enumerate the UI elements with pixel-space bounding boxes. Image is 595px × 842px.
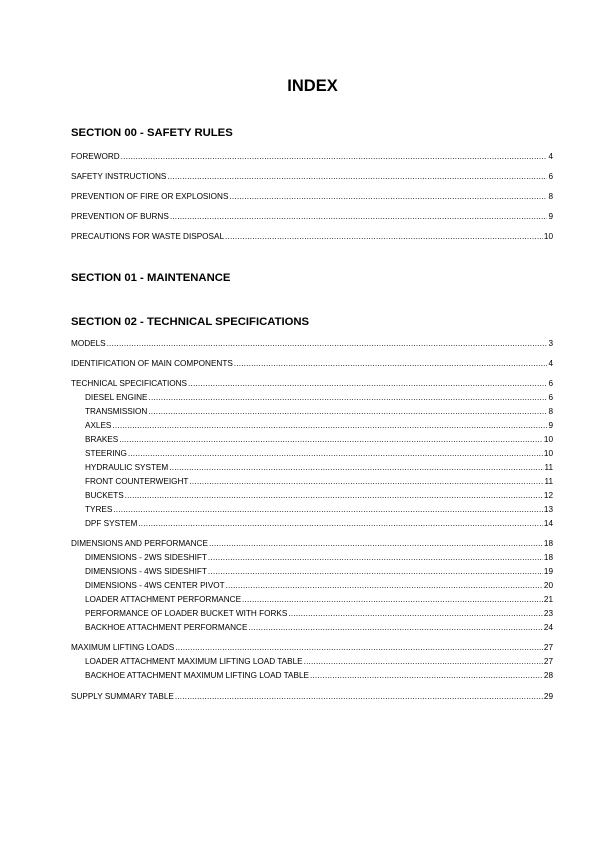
- toc-entry-page: 4: [548, 152, 553, 161]
- toc-entry-page: 10: [543, 232, 553, 241]
- toc-entry-label: HYDRAULIC SYSTEM: [85, 463, 169, 472]
- toc-entry-label: FRONT COUNTERWEIGHT: [85, 477, 189, 486]
- toc-entry-label: DIMENSIONS - 2WS SIDESHIFT: [85, 553, 207, 562]
- toc-entry-label: SAFETY INSTRUCTIONS: [71, 172, 167, 181]
- dot-leader: [189, 476, 543, 487]
- dot-leader: [229, 191, 547, 202]
- toc-entry-page: 24: [543, 623, 553, 632]
- dot-leader: [248, 622, 542, 633]
- toc-entry-label: FOREWORD: [71, 152, 120, 161]
- toc-entry[interactable]: [71, 211, 553, 222]
- toc-entry-page: 4: [548, 359, 553, 368]
- dot-leader: [304, 656, 543, 667]
- dot-leader: [234, 358, 548, 369]
- dot-leader: [226, 580, 543, 591]
- toc-entry-label: LOADER ATTACHMENT MAXIMUM LIFTING LOAD TABLE: [85, 657, 303, 666]
- section-heading-maintenance: SECTION 01 - MAINTENANCE: [71, 272, 231, 284]
- toc-entry-label: SUPPLY SUMMARY TABLE: [71, 692, 174, 701]
- toc-subentry[interactable]: [85, 670, 553, 681]
- dot-leader: [175, 691, 543, 702]
- dot-leader: [121, 151, 548, 162]
- dot-leader: [288, 608, 543, 619]
- toc-subentry[interactable]: [85, 622, 553, 633]
- toc-entry-label: PRECAUTIONS FOR WASTE DISPOSAL: [71, 232, 225, 241]
- toc-entry-page: 11: [544, 477, 553, 486]
- dot-leader: [138, 518, 543, 529]
- toc-subentry[interactable]: [85, 608, 553, 619]
- toc-entry-label: BACKHOE ATTACHMENT PERFORMANCE: [85, 623, 248, 632]
- toc-subentry[interactable]: [85, 518, 553, 529]
- toc-entry-page: 21: [543, 595, 553, 604]
- dot-leader: [167, 171, 547, 182]
- toc-entry-label: DPF SYSTEM: [85, 519, 138, 528]
- toc-entry[interactable]: [71, 538, 553, 549]
- toc-entry-page: 18: [543, 539, 553, 548]
- toc-subentry[interactable]: [85, 462, 553, 473]
- toc-entry-page: 10: [543, 449, 553, 458]
- dot-leader: [148, 406, 547, 417]
- toc-entry-label: AXLES: [85, 421, 112, 430]
- toc-entry-label: IDENTIFICATION OF MAIN COMPONENTS: [71, 359, 233, 368]
- toc-subentry[interactable]: [85, 580, 553, 591]
- toc-entry-label: PREVENTION OF BURNS: [71, 212, 169, 221]
- toc-entry[interactable]: [71, 338, 553, 349]
- toc-entry-page: 18: [543, 553, 553, 562]
- toc-subentry[interactable]: [85, 656, 553, 667]
- section-heading-technical-specifications: SECTION 02 - TECHNICAL SPECIFICATIONS: [71, 316, 310, 328]
- toc-entry-page: 23: [543, 609, 553, 618]
- dot-leader: [169, 462, 543, 473]
- toc-subentry[interactable]: [85, 594, 553, 605]
- dot-leader: [242, 594, 543, 605]
- toc-entry-page: 8: [548, 407, 553, 416]
- toc-entry[interactable]: [71, 642, 553, 653]
- dot-leader: [119, 434, 543, 445]
- index-title: INDEX: [287, 77, 338, 95]
- toc-entry[interactable]: [71, 191, 553, 202]
- dot-leader: [175, 642, 543, 653]
- toc-subentry[interactable]: [85, 434, 553, 445]
- dot-leader: [208, 552, 543, 563]
- toc-entry-page: 6: [548, 379, 553, 388]
- toc-entry[interactable]: [71, 151, 553, 162]
- toc-entry[interactable]: [71, 358, 553, 369]
- dot-leader: [225, 231, 543, 242]
- toc-entry-page: 9: [548, 212, 553, 221]
- toc-entry-label: MODELS: [71, 339, 106, 348]
- toc-subentry[interactable]: [85, 490, 553, 501]
- toc-subentry[interactable]: [85, 448, 553, 459]
- toc-entry-label: TYRES: [85, 505, 113, 514]
- toc-entry-label: LOADER ATTACHMENT PERFORMANCE: [85, 595, 242, 604]
- toc-entry-page: 27: [543, 643, 553, 652]
- toc-subentry[interactable]: [85, 420, 553, 431]
- toc-entry-label: PERFORMANCE OF LOADER BUCKET WITH FORKS: [85, 609, 288, 618]
- toc-entry[interactable]: [71, 378, 553, 389]
- dot-leader: [209, 538, 543, 549]
- dot-leader: [170, 211, 548, 222]
- toc-entry-page: 8: [548, 192, 553, 201]
- toc-entry-label: TRANSMISSION: [85, 407, 148, 416]
- dot-leader: [125, 490, 543, 501]
- dot-leader: [107, 338, 548, 349]
- toc-entry-page: 28: [543, 671, 553, 680]
- toc-entry-label: STEERING: [85, 449, 127, 458]
- toc-entry-label: DIMENSIONS - 4WS CENTER PIVOT: [85, 581, 225, 590]
- toc-entry-label: DIMENSIONS - 4WS SIDESHIFT: [85, 567, 207, 576]
- toc-subentry[interactable]: [85, 552, 553, 563]
- toc-entry-page: 13: [543, 505, 553, 514]
- toc-subentry[interactable]: [85, 566, 553, 577]
- toc-entry-page: 29: [543, 692, 553, 701]
- dot-leader: [208, 566, 543, 577]
- toc-entry-label: DIMENSIONS AND PERFORMANCE: [71, 539, 208, 548]
- toc-entry[interactable]: [71, 171, 553, 182]
- toc-entry[interactable]: [71, 231, 553, 242]
- toc-entry-page: 11: [544, 463, 553, 472]
- toc-entry-label: BUCKETS: [85, 491, 124, 500]
- toc-entry-page: 6: [548, 393, 553, 402]
- toc-entry-page: 12: [543, 491, 553, 500]
- dot-leader: [188, 378, 547, 389]
- dot-leader: [149, 392, 548, 403]
- toc-entry-page: 6: [548, 172, 553, 181]
- toc-entry-page: 9: [548, 421, 553, 430]
- toc-entry-label: PREVENTION OF FIRE OR EXPLOSIONS: [71, 192, 229, 201]
- toc-entry-label: BACKHOE ATTACHMENT MAXIMUM LIFTING LOAD TABLE: [85, 671, 309, 680]
- toc-entry-label: MAXIMUM LIFTING LOADS: [71, 643, 175, 652]
- dot-leader: [113, 504, 543, 515]
- toc-entry-label: DIESEL ENGINE: [85, 393, 148, 402]
- toc-subentry[interactable]: [85, 476, 553, 487]
- toc-entry-page: 3: [548, 339, 553, 348]
- toc-entry-label: TECHNICAL SPECIFICATIONS: [71, 379, 188, 388]
- section-heading-safety-rules: SECTION 00 - SAFETY RULES: [71, 127, 233, 139]
- dot-leader: [310, 670, 543, 681]
- toc-entry-page: 14: [543, 519, 553, 528]
- dot-leader: [112, 420, 547, 431]
- toc-subentry[interactable]: [85, 504, 553, 515]
- toc-entry-page: 27: [543, 657, 553, 666]
- toc-entry-page: 19: [543, 567, 553, 576]
- toc-entry-page: 10: [543, 435, 553, 444]
- toc-subentry[interactable]: [85, 406, 553, 417]
- dot-leader: [128, 448, 543, 459]
- toc-entry-label: BRAKES: [85, 435, 119, 444]
- toc-entry-page: 20: [543, 581, 553, 590]
- toc-subentry[interactable]: [85, 392, 553, 403]
- toc-entry[interactable]: [71, 691, 553, 702]
